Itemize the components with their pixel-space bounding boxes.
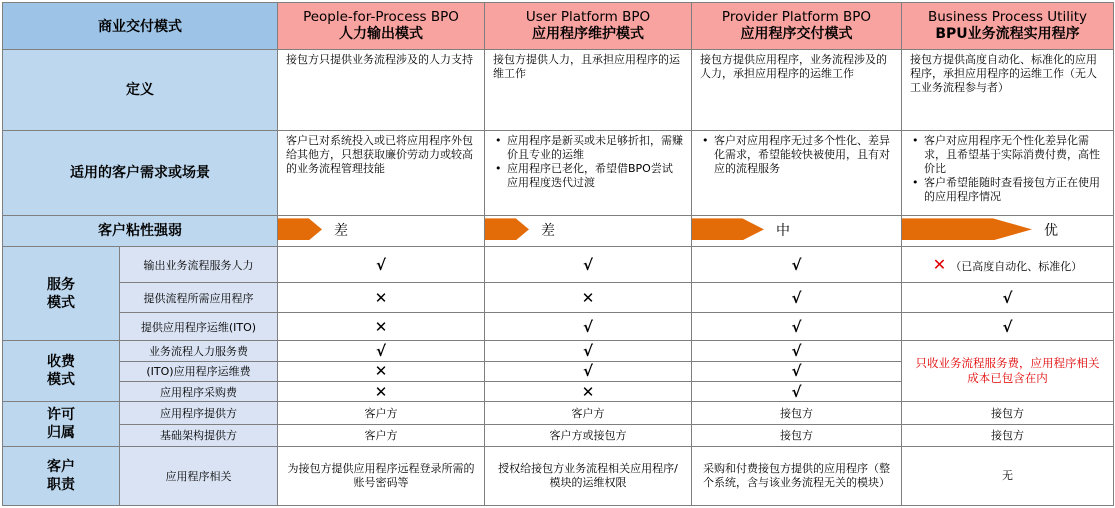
- stickiness-cell: [692, 216, 902, 246]
- ownership-row: [3, 402, 1114, 424]
- ownership-sub-label: 基础架构提供方: [120, 424, 278, 446]
- check-icon: √: [485, 312, 692, 340]
- fee-sub-label: 应用程序采购费: [120, 381, 278, 401]
- scenario-bullet: • 应用程序是新买或未足够折扣，需赚价且专业的运维: [507, 134, 683, 162]
- check-icon: √: [692, 361, 902, 381]
- definition-label: 定义: [3, 49, 278, 130]
- service-row: [3, 312, 1114, 340]
- ownership-cell: 接包方: [902, 402, 1114, 424]
- ownership-cell: 客户方或接包方: [485, 424, 692, 446]
- scenario-cell: [485, 131, 692, 216]
- scenario-bullet: • 客户对应用程序无个性化差异化需求，且希望基于实际消费付费，高性价比: [924, 134, 1105, 176]
- duty-cell: 授权给接包方业务流程相关应用程序/模块的运维权限: [485, 446, 692, 505]
- check-icon: √: [692, 381, 902, 401]
- service-note: （已高度自动化、标准化）: [950, 260, 1083, 274]
- col-header-en: Provider Platform BPO: [721, 8, 872, 25]
- fee-sub-label: 业务流程人力服务费: [120, 341, 278, 361]
- col-header-cn: 应用程序维护模式: [532, 25, 644, 42]
- bpo-comparison-table: [2, 2, 1114, 506]
- stickiness-value: 优: [1044, 223, 1058, 240]
- duty-label: 客户职责: [3, 446, 120, 505]
- stickiness-value: 差: [334, 223, 348, 240]
- check-icon: √: [902, 312, 1114, 340]
- fee-sub-label: (ITO)应用程序运维费: [120, 361, 278, 381]
- scenario-row: [3, 131, 1114, 216]
- arrow-icon: [692, 218, 764, 240]
- ownership-cell: 接包方: [692, 402, 902, 424]
- cross-icon: ✕: [278, 381, 485, 401]
- arrow-icon: [485, 218, 529, 240]
- scenario-cell: 客户已对系统投入或已将应用程序外包给其他方，只想获取廉价劳动力或较高的业务流程管理技能: [278, 131, 485, 216]
- check-icon: √: [692, 246, 902, 283]
- check-icon: √: [692, 283, 902, 312]
- service-sub-label: 输出业务流程服务人力: [120, 246, 278, 283]
- scenario-bullet: • 客户对应用程序无过多个性化、差异化需求，希望能较快被使用，且有对应的流程服务: [714, 134, 893, 176]
- ownership-row: [3, 424, 1114, 446]
- service-row: [3, 283, 1114, 312]
- corner-header: 商业交付模式: [3, 3, 278, 50]
- duty-cell: 采购和付费接包方提供的应用程序（整个系统，含与该业务流程无关的模块）: [692, 446, 902, 505]
- cross-icon: ✕: [932, 255, 947, 275]
- arrow-icon: [278, 218, 322, 240]
- col-header-people-for-process: [278, 3, 485, 50]
- ownership-sub-label: 应用程序提供方: [120, 402, 278, 424]
- cross-icon: ✕: [278, 312, 485, 340]
- scenario-cell: [902, 131, 1114, 216]
- scenario-cell: [692, 131, 902, 216]
- stickiness-value: 中: [776, 223, 790, 240]
- stickiness-cell: [278, 216, 485, 246]
- check-icon: √: [278, 246, 485, 283]
- scenario-bullet: • 客户希望能随时查看接包方正在使用的应用程序情况: [924, 176, 1105, 204]
- stickiness-row: [3, 216, 1114, 246]
- col-header-cn: 应用程序交付模式: [740, 25, 853, 42]
- check-icon: √: [692, 312, 902, 340]
- service-row: [3, 246, 1114, 283]
- service-label: 服务模式: [3, 246, 120, 340]
- ownership-cell: 接包方: [902, 424, 1114, 446]
- cross-icon: ✕: [278, 361, 485, 381]
- stickiness-cell: [902, 216, 1114, 246]
- col-header-en: People-for-Process BPO: [303, 8, 459, 25]
- col-header-en: Business Process Utility: [927, 8, 1088, 25]
- check-icon: √: [485, 341, 692, 361]
- definition-row: [3, 49, 1114, 130]
- fee-label: 收费模式: [3, 341, 120, 402]
- col-header-business-process-utility: [902, 3, 1114, 50]
- check-icon: √: [692, 341, 902, 361]
- ownership-label: 许可归属: [3, 402, 120, 447]
- col-header-cn: 人力输出模式: [339, 25, 423, 42]
- arrow-icon: [902, 218, 1032, 240]
- duty-row: [3, 446, 1114, 505]
- definition-cell: 接包方提供高度自动化、标准化的应用程序，承担应用程序的运维工作（无人工业务流程参与者）: [902, 49, 1114, 130]
- definition-cell: 接包方只提供业务流程涉及的人力支持: [278, 49, 485, 130]
- service-mark-cell: [902, 246, 1114, 283]
- header-row: [3, 3, 1114, 50]
- definition-cell: 接包方提供应用程序，业务流程涉及的人力，承担应用程序的运维工作: [692, 49, 902, 130]
- stickiness-label: 客户粘性强弱: [3, 216, 278, 246]
- definition-cell: 接包方提供人力，且承担应用程序的运维工作: [485, 49, 692, 130]
- duty-cell: 为接包方提供应用程序远程登录所需的账号密码等: [278, 446, 485, 505]
- service-sub-label: 提供流程所需应用程序: [120, 283, 278, 312]
- ownership-cell: 客户方: [485, 402, 692, 424]
- check-icon: √: [278, 341, 485, 361]
- scenario-label: 适用的客户需求或场景: [3, 131, 278, 216]
- ownership-cell: 接包方: [692, 424, 902, 446]
- col-header-user-platform: [485, 3, 692, 50]
- scenario-bullet: • 应用程序已老化，希望借BPO尝试应用程度迭代过渡: [507, 162, 683, 190]
- check-icon: √: [485, 246, 692, 283]
- check-icon: √: [902, 283, 1114, 312]
- col-header-provider-platform: [692, 3, 902, 50]
- col-header-cn: BPU业务流程实用程序: [935, 25, 1080, 42]
- check-icon: √: [485, 361, 692, 381]
- service-sub-label: 提供应用程序运维(ITO): [120, 312, 278, 340]
- ownership-cell: 客户方: [278, 424, 485, 446]
- cross-icon: ✕: [485, 283, 692, 312]
- cross-icon: ✕: [485, 381, 692, 401]
- stickiness-cell: [485, 216, 692, 246]
- duty-cell: 无: [902, 446, 1114, 505]
- cross-icon: ✕: [278, 283, 485, 312]
- fee-note: 只收业务流程服务费，应用程序相关成本已包含在内: [902, 341, 1114, 402]
- duty-sub-label: 应用程序相关: [120, 446, 278, 505]
- stickiness-value: 差: [541, 223, 555, 240]
- ownership-cell: 客户方: [278, 402, 485, 424]
- col-header-en: User Platform BPO: [525, 8, 651, 25]
- fee-row: [3, 341, 1114, 361]
